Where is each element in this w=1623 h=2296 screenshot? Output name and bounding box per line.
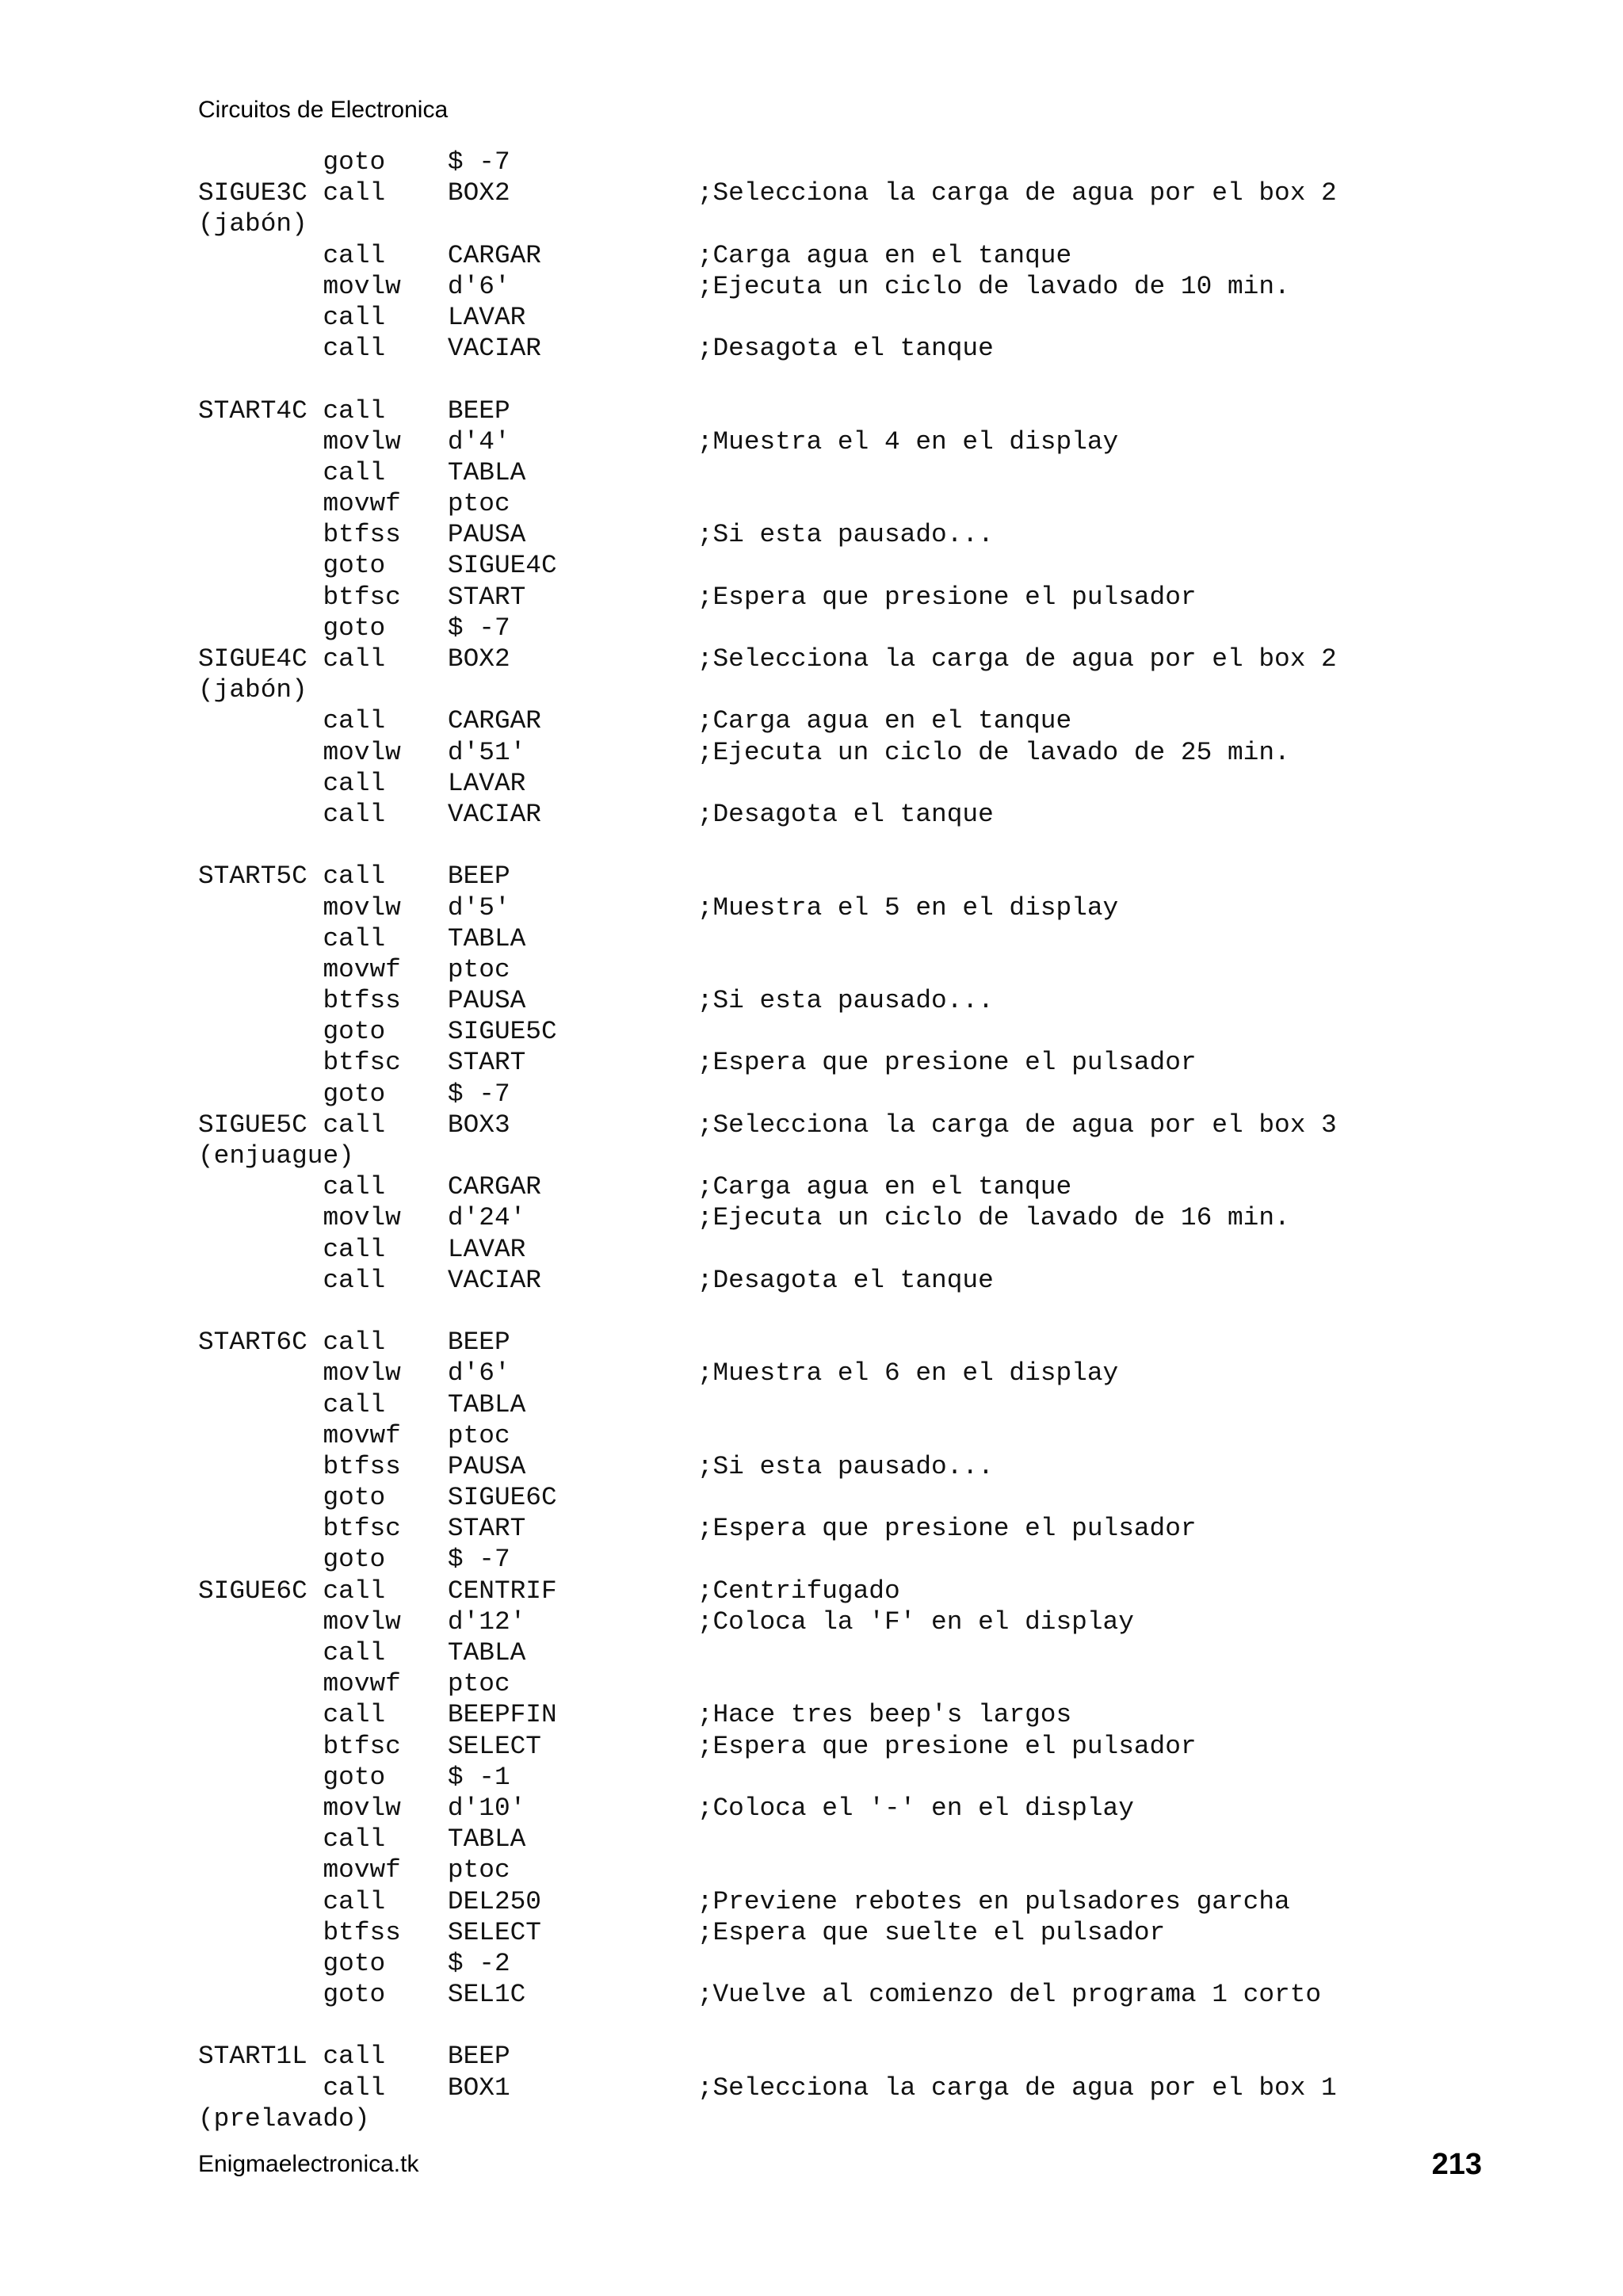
page-number: 213 [1431, 2148, 1482, 2181]
code-line: call BOX1 ;Selecciona la carga de agua por el box 1 [198, 2073, 1337, 2103]
code-line: START5C call BEEP [198, 861, 510, 892]
code-line: btfsc START ;Espera que presione el pulsador [198, 582, 1197, 612]
code-line: btfsc START ;Espera que presione el pulsador [198, 1048, 1197, 1078]
code-line: btfsc START ;Espera que presione el pulsador [198, 1514, 1197, 1544]
footer-site: Enigmaelectronica.tk [198, 2151, 419, 2177]
code-line: call TABLA [198, 1389, 526, 1419]
code-line: call TABLA [198, 923, 526, 953]
code-line: call LAVAR [198, 302, 526, 332]
code-line: (enjuague) [198, 1141, 354, 1171]
code-line: goto SIGUE5C [198, 1017, 557, 1047]
assembly-code-listing [198, 147, 1337, 2134]
code-line: btfsc SELECT ;Espera que presione el pulsador [198, 1731, 1197, 1761]
code-line: START4C call BEEP [198, 395, 510, 426]
code-line: (jabón) [198, 675, 307, 705]
code-line: movwf ptoc [198, 954, 510, 984]
code-line: goto SEL1C ;Vuelve al comienzo del programa 1 corto [198, 1980, 1322, 2010]
code-line: call TABLA [198, 1638, 526, 1668]
code-line: goto $ -7 [198, 1079, 510, 1109]
code-line: movwf ptoc [198, 1855, 510, 1885]
page-header-title: Circuitos de Electronica [198, 97, 449, 123]
code-line: goto $ -7 [198, 613, 510, 643]
code-line: goto SIGUE6C [198, 1483, 557, 1513]
code-line: goto $ -2 [198, 1948, 510, 1978]
code-line [198, 830, 1337, 861]
code-line: SIGUE6C call CENTRIF ;Centrifugado [198, 1576, 900, 1606]
code-line: goto $ -1 [198, 1762, 510, 1792]
code-line: SIGUE4C call BOX2 ;Selecciona la carga de agua por el box 2 [198, 644, 1337, 674]
code-line: call VACIAR ;Desagota el tanque [198, 334, 994, 364]
code-line: movlw d'4' ;Muestra el 4 en el display [198, 426, 1119, 457]
code-line: movwf ptoc [198, 1420, 510, 1450]
code-line [198, 2010, 1337, 2041]
code-line: movlw d'6' ;Muestra el 6 en el display [198, 1358, 1119, 1389]
code-line: movwf ptoc [198, 1669, 510, 1699]
code-line: movlw d'10' ;Coloca el '-' en el display [198, 1793, 1134, 1823]
code-line: SIGUE3C call BOX2 ;Selecciona la carga de agua por el box 2 [198, 178, 1337, 208]
code-line: movlw d'12' ;Coloca la 'F' en el display [198, 1606, 1134, 1637]
code-line: (prelavado) [198, 2103, 370, 2134]
code-line: movlw d'24' ;Ejecuta un ciclo de lavado de 16 min. [198, 1203, 1290, 1233]
code-line: btfss PAUSA ;Si esta pausado... [198, 520, 994, 550]
code-line: movlw d'5' ;Muestra el 5 en el display [198, 892, 1119, 923]
code-line: START1L call BEEP [198, 2042, 510, 2072]
code-line: START6C call BEEP [198, 1328, 510, 1358]
code-line: movlw d'6' ;Ejecuta un ciclo de lavado de 10 min. [198, 271, 1290, 301]
code-line [198, 1296, 1337, 1327]
code-line: call TABLA [198, 1824, 526, 1855]
code-line: call DEL250 ;Previene rebotes en pulsadores garcha [198, 1886, 1290, 1916]
code-line: goto SIGUE4C [198, 551, 557, 581]
code-line: call CARGAR ;Carga agua en el tanque [198, 706, 1072, 736]
code-line: (jabón) [198, 209, 307, 239]
code-line: SIGUE5C call BOX3 ;Selecciona la carga de agua por el box 3 [198, 1110, 1337, 1140]
code-line: call CARGAR ;Carga agua en el tanque [198, 240, 1072, 270]
code-line: btfss PAUSA ;Si esta pausado... [198, 1451, 994, 1481]
code-line: goto $ -7 [198, 1545, 510, 1575]
code-line: call TABLA [198, 457, 526, 487]
code-line: call LAVAR [198, 768, 526, 798]
code-line [198, 364, 1337, 395]
code-line: btfss PAUSA ;Si esta pausado... [198, 986, 994, 1016]
code-line: movwf ptoc [198, 489, 510, 519]
code-line: call CARGAR ;Carga agua en el tanque [198, 1172, 1072, 1202]
code-line: call VACIAR ;Desagota el tanque [198, 1265, 994, 1295]
code-line: call LAVAR [198, 1234, 526, 1264]
code-line: movlw d'51' ;Ejecuta un ciclo de lavado de 25 min. [198, 737, 1290, 767]
code-line: btfss SELECT ;Espera que suelte el pulsador [198, 1917, 1166, 1947]
code-line: call BEEPFIN ;Hace tres beep's largos [198, 1700, 1072, 1730]
code-line: call VACIAR ;Desagota el tanque [198, 799, 994, 829]
code-line: goto $ -7 [198, 147, 510, 177]
